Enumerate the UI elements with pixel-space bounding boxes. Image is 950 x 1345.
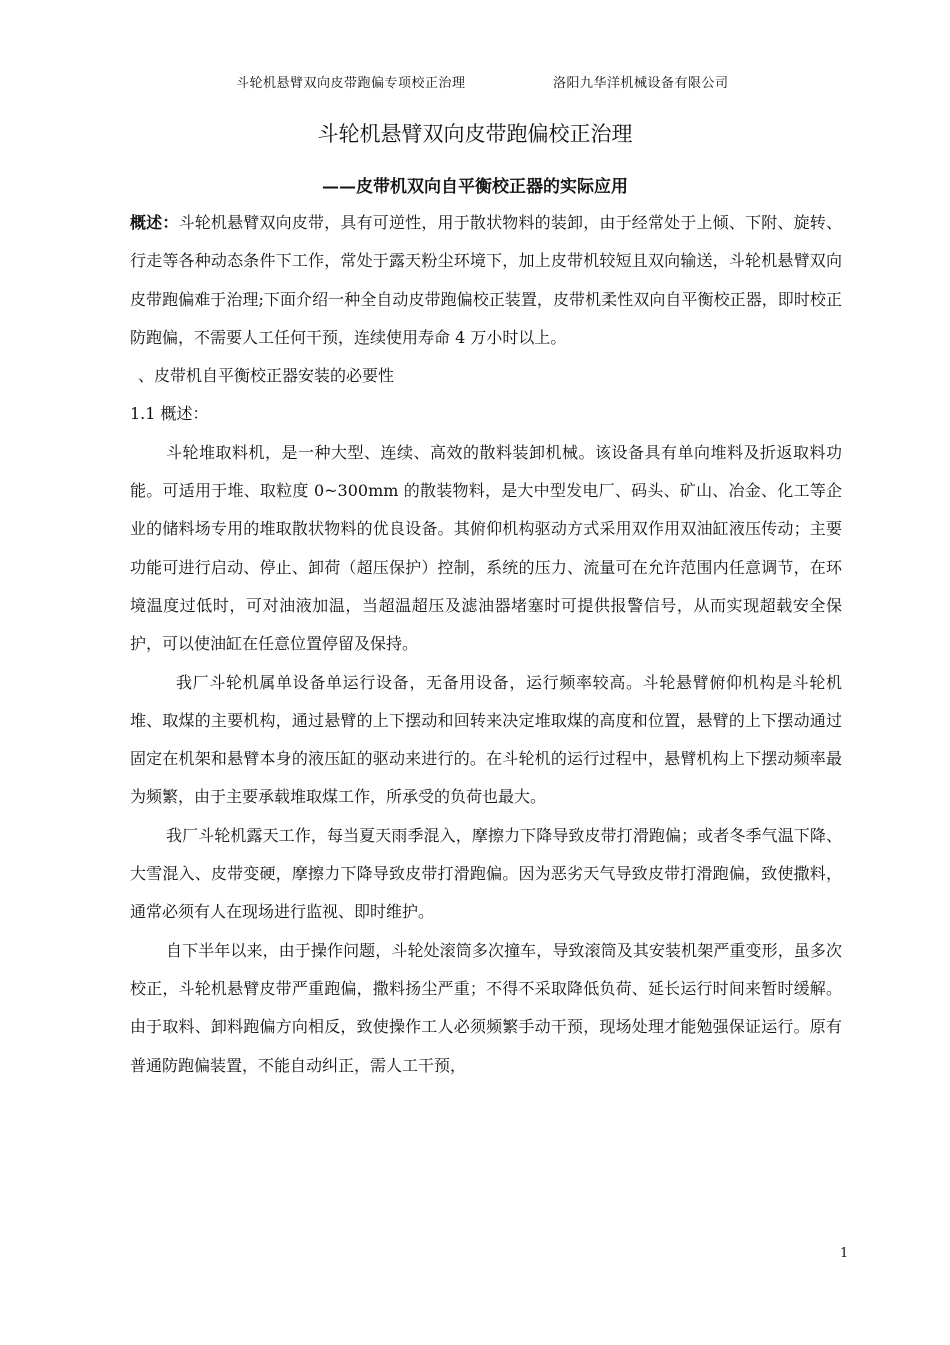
body-paragraph-4: 自下半年以来，由于操作问题，斗轮处滚筒多次撞车，导致滚筒及其安装机架严重变形，虽多次校正，斗轮机悬臂皮带严重跑偏，撒料扬尘严重；不得不采取降低负荷、延长运行时间来暂时缓解。由于取料、卸料跑偏方向相反，致使操作工人必须频繁手动干预，现场处理才能勉强保证运行。原有普通防跑偏装置，不能自动纠正，需人工干预， bbox=[130, 940, 842, 1075]
header-left: 斗轮机悬臂双向皮带跑偏专项校正治理 bbox=[236, 76, 466, 91]
body-paragraph-3: 我厂斗轮机露天工作，每当夏天雨季混入，摩擦力下降导致皮带打滑跑偏；或者冬季气温下降、大雪混入、皮带变硬，摩擦力下降导致皮带打滑跑偏。因为恶劣天气导致皮带打滑跑偏，致使撒料，通常必须有人在现场进行监视、即时维护。 bbox=[130, 825, 842, 922]
document-title: 斗轮机悬臂双向皮带跑偏校正治理 bbox=[317, 122, 633, 146]
subsection-heading: 1.1 概述： bbox=[130, 404, 209, 424]
document-body bbox=[130, 204, 842, 1085]
body-paragraph-2: 我厂斗轮机属单设备单运行设备，无备用设备，运行频率较高。斗轮悬臂俯仰机构是斗轮机堆、取煤的主要机构，通过悬臂的上下摆动和回转来决定堆取煤的高度和位置，悬臂的上下摆动通过固定在机架和悬臂本身的液压缸的驱动来进行的。在斗轮机的运行过程中，悬臂机构上下摆动频率最为频繁，由于主要承载堆取煤工作，所承受的负荷也最大。 bbox=[130, 672, 842, 807]
page-number: 1 bbox=[840, 1246, 849, 1261]
header-right: 洛阳九华洋机械设备有限公司 bbox=[553, 76, 729, 91]
overview-label: 概述： bbox=[130, 213, 179, 232]
body-paragraph-1: 斗轮堆取料机，是一种大型、连续、高效的散料装卸机械。该设备具有单向堆料及折返取料功能。可适用于堆、取粒度 0~300mm 的散装物料，是大中型发电厂、码头、矿山、冶金、化工等企业的储料场专用的堆取散状物料的优良设备。其俯仰机构驱动方式采用双作用双油缸液压传动；主要功能可进行启动、停止、卸荷（超压保护）控制，系统的压力、流量可在允许范围内任意调节，在环境温度过低时，可对油液加温，当超温超压及滤油器堵塞时可提供报警信号，从而实现超载安全保护，可以使油缸在任意位置停留及保持。 bbox=[130, 442, 842, 654]
overview-paragraph bbox=[130, 204, 842, 357]
section-heading: 、皮带机自平衡校正器安装的必要性 bbox=[138, 366, 395, 386]
document-subtitle: ——皮带机双向自平衡校正器的实际应用 bbox=[322, 177, 628, 197]
overview-text: 斗轮机悬臂双向皮带，具有可逆性，用于散状物料的装卸，由于经常处于上倾、下附、旋转、行走等各种动态条件下工作，常处于露天粉尘环境下，加上皮带机较短且双向输送，斗轮机悬臂双向皮带跑偏难于治理;下面介绍一种全自动皮带跑偏校正装置，皮带机柔性双向自平衡校正器，即时校正防跑偏，不需要人工任何干预，连续使用寿命 4 万小时以上。 bbox=[130, 213, 842, 347]
